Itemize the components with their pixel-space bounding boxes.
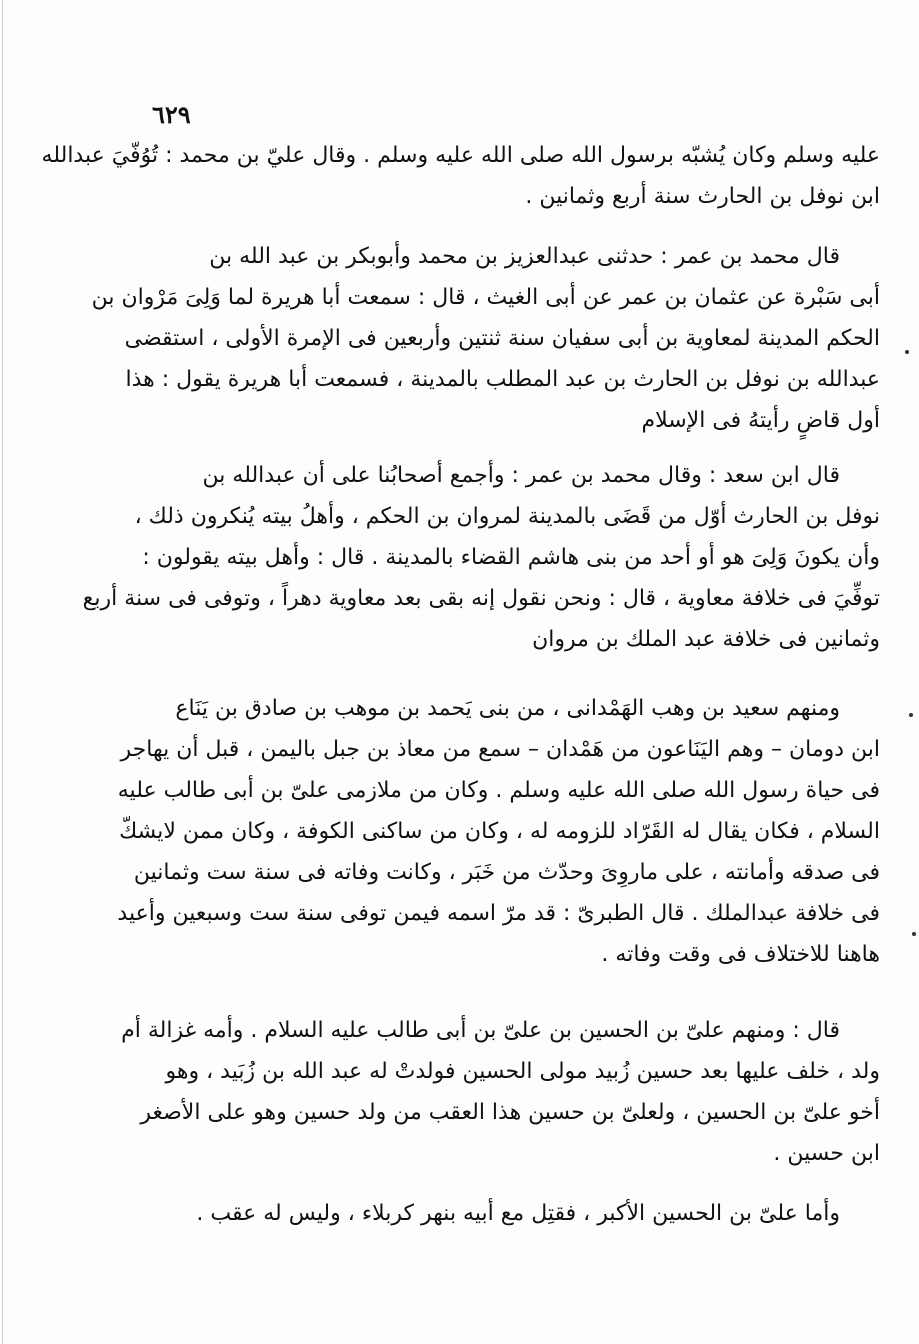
text-line: هاهنا للاختلاف فى وقت وفاته .: [601, 942, 880, 967]
text-line: وأن يكونَ وَلِىَ هو أو أحد من بنى هاشم القضاء بالمدينة . قال : وأهل بيته يقولون :: [142, 545, 880, 570]
text-line: وثمانين فى خلافة عبد الملك بن مروان: [532, 627, 880, 652]
text-line: وأما علىّ بن الحسين الأكبر ، فقتِل مع أبيه بنهر كربلاء ، وليس له عقب .: [196, 1201, 840, 1226]
text-line: عبدالله بن نوفل بن الحارث بن عبد المطلب بالمدينة ، فسمعت أبا هريرة يقول : هذا: [125, 367, 880, 392]
text-line: قال : ومنهم علىّ بن الحسين بن علىّ بن أبى طالب عليه السلام . وأمه غزالة أم: [121, 1018, 840, 1043]
text-line: توفِّيَ فى خلافة معاوية ، قال : ونحن نقول إنه بقى بعد معاوية دهراً ، وتوفى فى سنة أربع: [82, 586, 880, 611]
page-number: ٦٢٩: [152, 100, 191, 129]
text-line: نوفل بن الحارث أوّل من قَضَى بالمدينة لمروان بن الحكم ، وأهلُ بيته يُنكرون ذلك ،: [134, 504, 880, 529]
paragraph-6: [160, 1193, 880, 1234]
text-line: ولد ، خلف عليها بعد حسين زُبيد مولى الحسين فولدتْ له عبد الله بن زُبَيد ، وهو: [165, 1059, 880, 1084]
text-line: ابن نوفل بن الحارث سنة أربع وثمانين .: [525, 184, 880, 209]
text-line: فى صدقه وأمانته ، على ماروِىَ وحدّث من خَبَر ، وكانت وفاته فى سنة ست وثمانين: [133, 860, 880, 885]
text-line: ابن دومان – وهم اليَنَاعون من هَمْدان – سمع من معاذ بن جبل باليمن ، قبل أن يهاجر: [120, 737, 880, 762]
text-line: السلام ، فكان يقال له القَرّاد للزومه له ، وكان من ساكنى الكوفة ، وكان ممن لايشكّ: [119, 819, 880, 844]
text-line: أخو علىّ بن الحسين ، ولعلىّ بن حسين هذا العقب من ولد حسين وهو على الأصغر: [140, 1100, 880, 1125]
text-line: قال ابن سعد : وقال محمد بن عمر : وأجمع أصحابُنا على أن عبدالله بن: [202, 463, 840, 488]
text-line: الحكم المدينة لمعاوية بن أبى سفيان سنة ثنتين وأربعين فى الإمرة الأولى ، استقضى: [124, 326, 880, 351]
text-line: فى خلافة عبدالملك . قال الطبرىّ : قد مرّ اسمه فيمن توفى سنة ست وسبعين وأعيد: [117, 901, 880, 926]
margin-mark: [909, 713, 913, 717]
text-line: قال محمد بن عمر : حدثنى عبدالعزيز بن محمد وأبوبكر بن عبد الله بن: [209, 244, 840, 269]
text-line: ومنهم سعيد بن وهب الهَمْدانى ، من بنى يَحمد بن موهب بن صادق بن يَنَاع: [175, 696, 840, 721]
text-line: أول قاضٍ رأيتهُ فى الإسلام: [641, 408, 880, 433]
paragraph-3: [82, 455, 880, 660]
margin-mark: [905, 350, 909, 354]
page-edge-line: [2, 0, 3, 1344]
paragraph-4: [117, 688, 880, 975]
paragraph-1: [41, 135, 880, 217]
text-line: ابن حسين .: [773, 1141, 880, 1166]
text-line: فى حياة رسول الله صلى الله عليه وسلم . وكان من ملازمى علىّ بن أبى طالب عليه: [117, 778, 880, 803]
margin-mark: [912, 932, 916, 936]
text-line: عليه وسلم وكان يُشبّه برسول الله صلى الله عليه وسلم . وقال عليّ بن محمد : تُوُفّيَ عبدالله: [41, 143, 880, 168]
paragraph-2: [91, 236, 880, 441]
text-line: أبى سَبْرة عن عثمان بن عمر عن أبى الغيث ، قال : سمعت أبا هريرة لما وَلِىَ مَرْوان بن: [91, 285, 880, 310]
paragraph-5: [121, 1010, 880, 1174]
